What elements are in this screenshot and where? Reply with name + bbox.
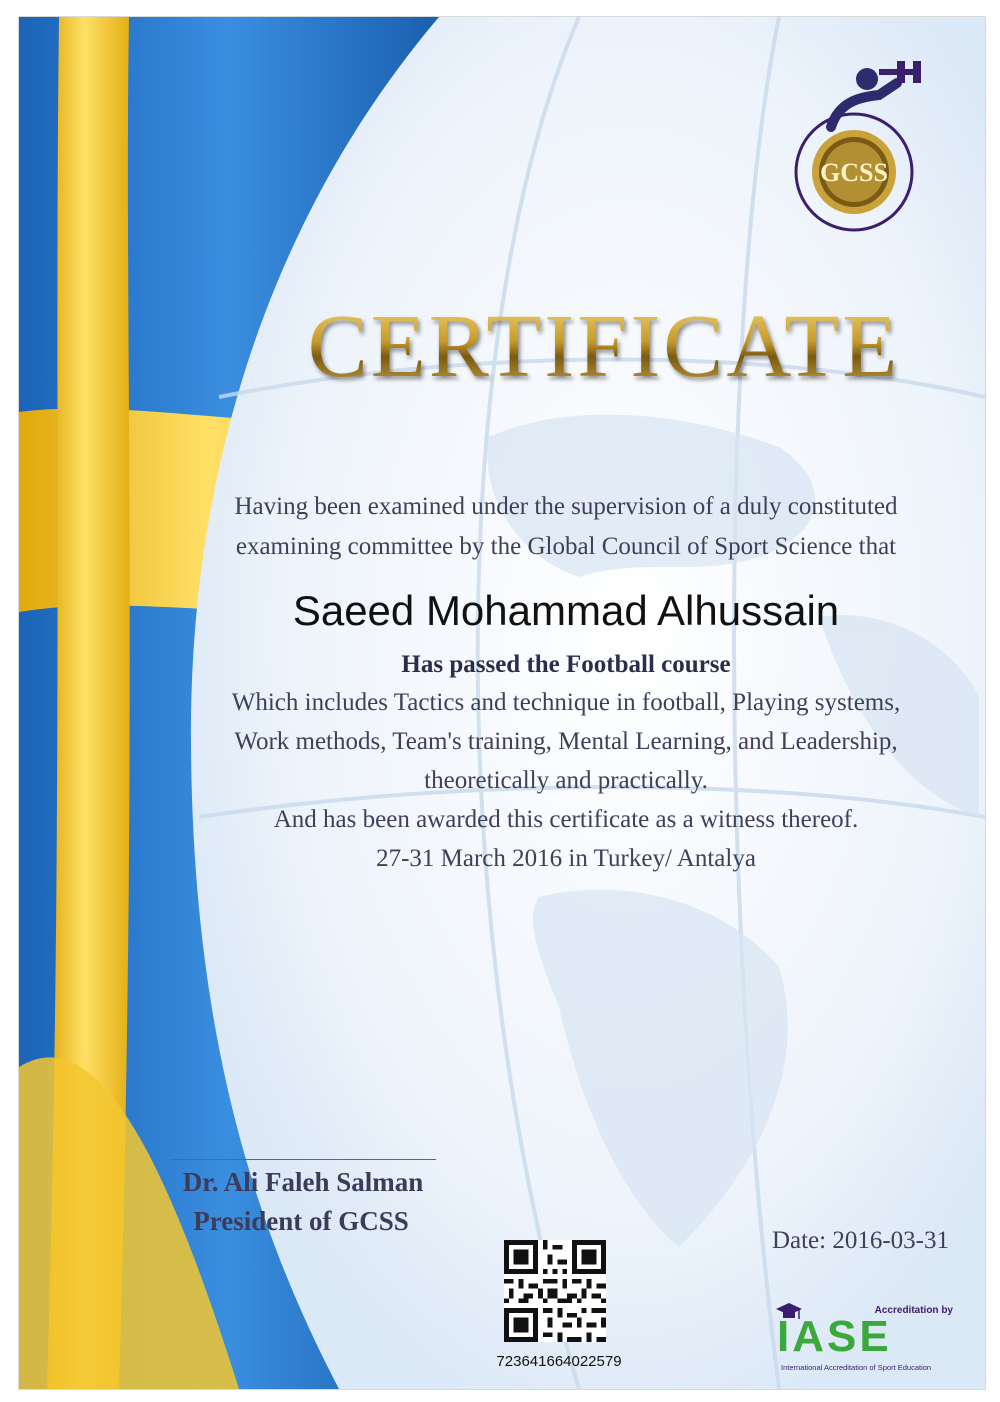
qr-code-icon (504, 1240, 606, 1342)
signatory-name: Dr. Ali Faleh Salman (182, 1167, 424, 1197)
certificate (18, 16, 986, 1390)
gcss-logo-icon (779, 57, 929, 237)
details-line-4: And has been awarded this certificate as a witness thereof. (273, 806, 859, 833)
accreditation-acronym: IASE (777, 1312, 892, 1361)
intro-line-2: examining committee by the Global Council of Sport Science that (235, 533, 897, 560)
intro-line-1: Having been examined under the supervision of a duly constituted (234, 493, 898, 520)
details-line-2: Work methods, Team's training, Mental Learning, and Leadership, (234, 728, 898, 755)
signatory-role: President of GCSS (193, 1206, 409, 1236)
issue-date: Date: 2016-03-31 (771, 1227, 949, 1254)
accreditation-caption: Accreditation by (874, 1305, 953, 1316)
recipient-name: Saeed Mohammad Alhussain (292, 587, 840, 634)
course-title: Has passed the Football course (401, 651, 731, 678)
signature-line (171, 1159, 436, 1160)
details-line-1: Which includes Tactics and technique in football, Playing systems, (231, 689, 901, 716)
accreditation-full-name: International Accreditation of Sport Education (781, 1363, 932, 1372)
svg-text:GCSS: GCSS (820, 158, 888, 187)
verification-code: 723641664022579 (496, 1353, 622, 1370)
details-line-5: 27-31 March 2016 in Turkey/ Antalya (376, 845, 756, 872)
iase-logo-icon (771, 1299, 971, 1379)
certificate-title: CERTIFICATE (279, 295, 929, 398)
details-line-3: theoretically and practically. (424, 767, 708, 794)
